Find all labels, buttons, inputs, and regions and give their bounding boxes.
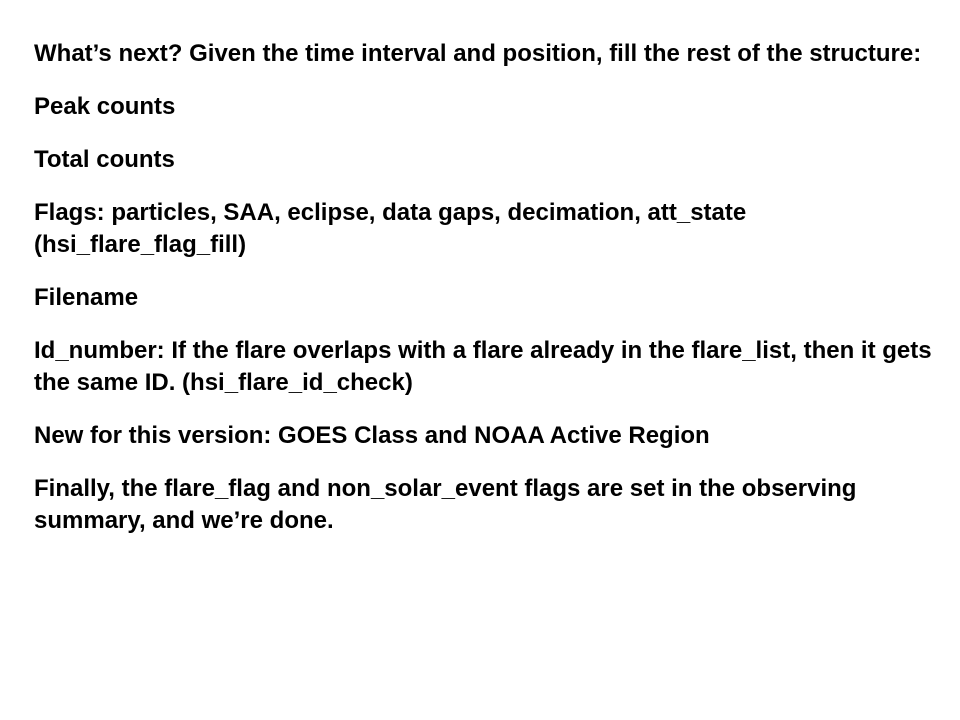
paragraph-peak-counts: Peak counts xyxy=(34,93,176,120)
paragraph-flags: Flags: particles, SAA, eclipse, data gaps, decimation, att_state (hsi_flare_flag_fill) xyxy=(34,199,747,258)
paragraph-id-number: Id_number: If the flare overlaps with a flare already in the flare_list, then it gets the same ID. (hsi_flare_id_check) xyxy=(34,337,932,396)
slide-body xyxy=(34,38,934,537)
paragraph-whats-next: What’s next? Given the time interval and position, fill the rest of the structure: xyxy=(34,40,922,67)
paragraph-finally: Finally, the flare_flag and non_solar_event flags are set in the observing summary, and we’re done. xyxy=(34,475,857,534)
paragraph-filename: Filename xyxy=(34,284,139,311)
paragraph-new-version: New for this version: GOES Class and NOAA Active Region xyxy=(34,422,710,449)
paragraph-total-counts: Total counts xyxy=(34,146,175,173)
